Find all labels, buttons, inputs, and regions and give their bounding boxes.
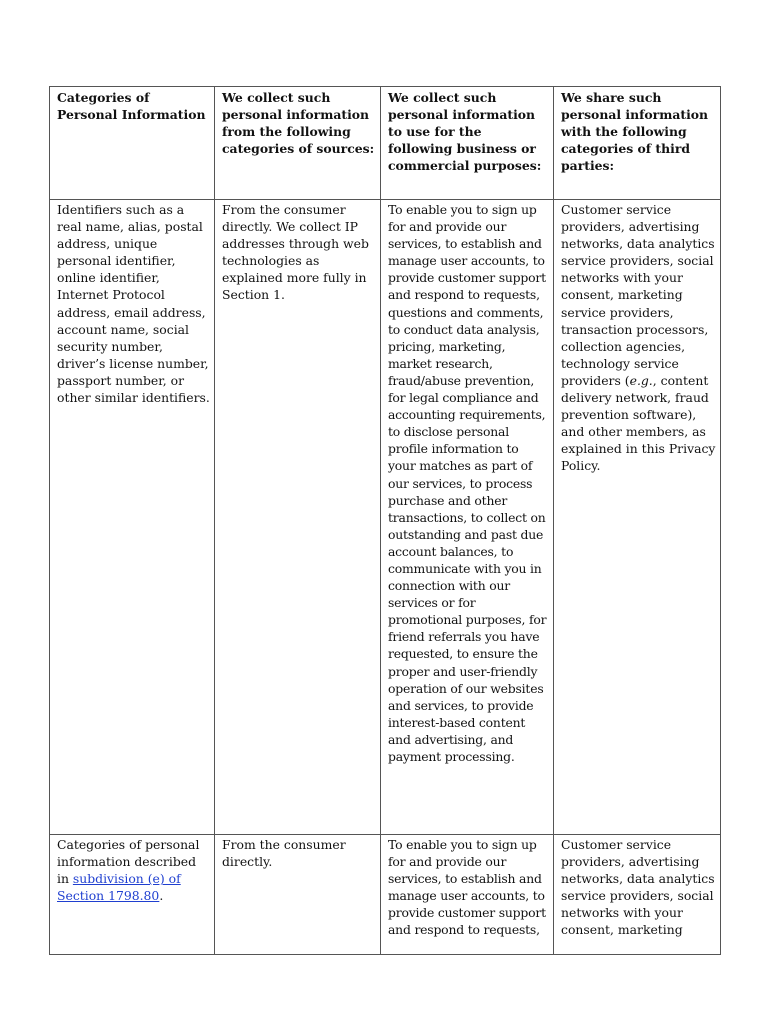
row1-category: Identifiers such as a real name, alias, postal address, unique personal identifier, online identifier, Internet Protocol address, email address, account name, social security number, driver’s license number, passport number, or other similar identifiers. xyxy=(50,200,215,835)
row2-third-parties: Customer service providers, advertising networks, data analytics service providers, social networks with your consent, marketing xyxy=(554,835,721,955)
table-row xyxy=(50,200,721,835)
row1-sources: From the consumer directly. We collect IP addresses through web technologies as explained more fully in Section 1. xyxy=(215,200,381,835)
row1-third-parties xyxy=(554,200,721,835)
row2-sources: From the consumer directly. xyxy=(215,835,381,955)
row1-third-parties-rest: , content delivery network, fraud prevention software), and other members, as explained in this Privacy Policy. xyxy=(561,372,716,474)
privacy-categories-table xyxy=(49,86,721,955)
row2-category-prefix: Categories of personal information described in xyxy=(57,837,200,887)
row2-purposes: To enable you to sign up for and provide our services, to establish and manage user accounts, to provide customer support and respond to requests, xyxy=(381,835,554,955)
row1-purposes: To enable you to sign up for and provide our services, to establish and manage user accounts, to provide customer support and respond to requests, questions and comments, to conduct data analysis, pricing, marketing, market research, fraud/abuse prevention, for legal compliance and accounting requirements, to disclose personal profile information to your matches as part of our services, to process purchase and other transactions, to collect on outstanding and past due account balances, to communicate with you in connection with our services or for promotional purposes, for friend referrals you have requested, to ensure the proper and user-friendly operation of our websites and services, to provide interest-based content and advertising, and payment processing. xyxy=(381,200,554,835)
header-sources: We collect such personal information from the following categories of sources: xyxy=(215,87,381,200)
table-row xyxy=(50,835,721,955)
header-purposes: We collect such personal information to use for the following business or commercial purposes: xyxy=(381,87,554,200)
table-header-row xyxy=(50,87,721,200)
header-third-parties: We share such personal information with the following categories of third parties: xyxy=(554,87,721,200)
header-categories: Categories of Personal Information xyxy=(50,87,215,200)
section-1798-80-link[interactable]: subdivision (e) of Section 1798.80 xyxy=(57,871,181,904)
row1-third-parties-text: Customer service providers, advertising networks, data analytics service providers, social networks with your consent, marketing service providers, transaction processors, collection agencies, technology service providers ( xyxy=(561,202,715,388)
row1-third-parties-eg: e.g. xyxy=(629,372,653,388)
row2-category xyxy=(50,835,215,955)
row2-category-suffix: . xyxy=(159,888,164,904)
